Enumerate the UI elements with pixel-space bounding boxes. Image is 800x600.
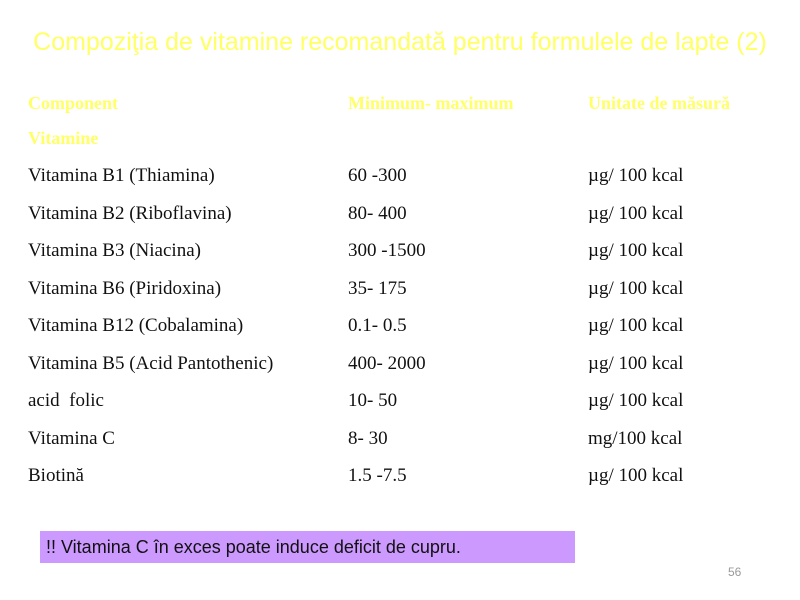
vitamin-table (20, 86, 796, 495)
table-row (20, 195, 796, 233)
cell-range: 10- 50 (348, 390, 398, 412)
cell-range: 80- 400 (348, 202, 407, 224)
cell-component: Vitamina B6 (Piridoxina) (28, 277, 222, 299)
table-row (20, 420, 796, 458)
cell-range: 8- 30 (348, 427, 388, 449)
note-text: !! Vitamina C în exces poate induce deficit de cupru. (46, 537, 461, 557)
cell-component: Vitamina C (28, 427, 115, 449)
cell-range: 300 -1500 (348, 240, 426, 262)
cell-component: Vitamina B3 (Niacina) (28, 240, 201, 262)
page-number: 56 (728, 565, 742, 579)
cell-unit: µg/ 100 kcal (588, 390, 684, 412)
table-row (20, 345, 796, 383)
table-row (20, 270, 796, 308)
table-row (20, 233, 796, 271)
section-label-vitamine: Vitamine (28, 128, 99, 149)
cell-unit: µg/ 100 kcal (588, 165, 684, 187)
cell-range: 0.1- 0.5 (348, 315, 407, 337)
section-empty-cell (580, 120, 796, 158)
cell-unit: µg/ 100 kcal (588, 465, 684, 487)
cell-range: 60 -300 (348, 165, 407, 187)
header-min-max: Minimum- maximum (348, 92, 514, 113)
table-header-row (20, 86, 796, 120)
cell-unit: µg/ 100 kcal (588, 202, 684, 224)
cell-unit: µg/ 100 kcal (588, 240, 684, 262)
cell-component: acid folic (28, 390, 104, 412)
cell-component: Vitamina B12 (Cobalamina) (28, 315, 244, 337)
cell-unit: mg/100 kcal (588, 427, 683, 449)
table-row (20, 308, 796, 346)
cell-component: Vitamina B1 (Thiamina) (28, 165, 215, 187)
cell-component: Biotină (28, 465, 84, 487)
table-row (20, 158, 796, 196)
cell-range: 1.5 -7.5 (348, 465, 407, 487)
table-row (20, 458, 796, 496)
cell-unit: µg/ 100 kcal (588, 352, 684, 374)
header-unit: Unitate de măsură (588, 92, 730, 113)
cell-range: 35- 175 (348, 277, 407, 299)
slide-title: Compoziţia de vitamine recomandată pentru formulele de lapte (2) (33, 28, 767, 56)
section-row (20, 120, 796, 158)
table-row (20, 383, 796, 421)
cell-component: Vitamina B5 (Acid Pantothenic) (28, 352, 274, 374)
cell-component: Vitamina B2 (Riboflavina) (28, 202, 232, 224)
cell-unit: µg/ 100 kcal (588, 315, 684, 337)
header-component: Component (28, 92, 119, 113)
cell-unit: µg/ 100 kcal (588, 277, 684, 299)
section-empty-cell (340, 120, 580, 158)
cell-range: 400- 2000 (348, 352, 426, 374)
note-box (40, 531, 575, 563)
